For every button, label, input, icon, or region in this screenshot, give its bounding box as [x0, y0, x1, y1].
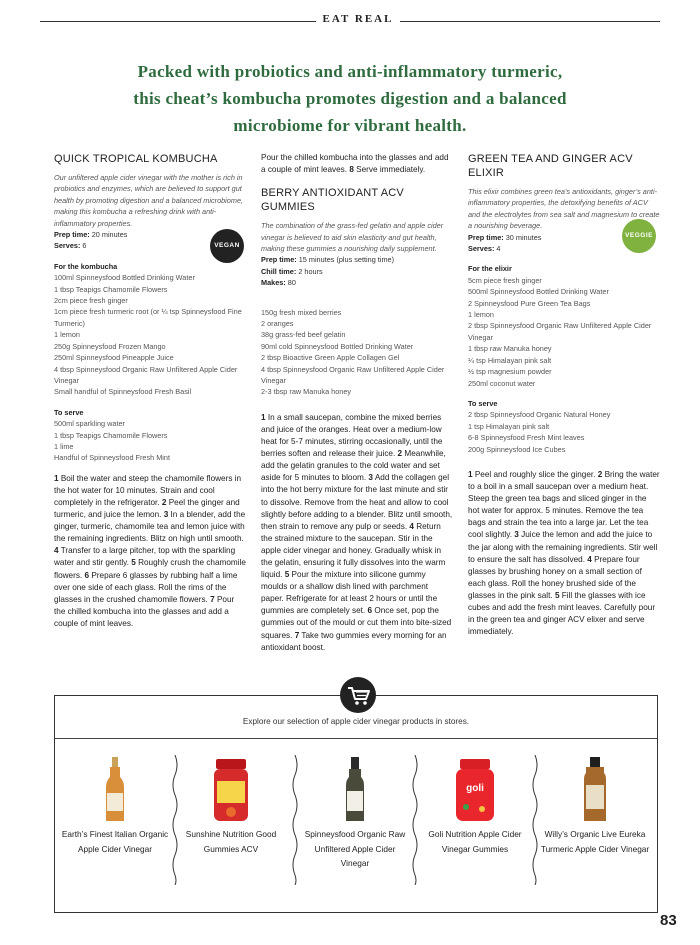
ingredient-group-title: For the elixir: [468, 264, 512, 274]
ingredient: 1 lemon: [54, 330, 80, 340]
product-card[interactable]: [300, 755, 410, 895]
ingredient: 2 tbsp Bioactive Green Apple Collagen Gel: [261, 353, 400, 363]
ingredient-group-title: To serve: [468, 398, 498, 408]
ingredient: 1 tbsp Teapigs Chamomile Flowers: [54, 430, 168, 440]
ingredient-list: [54, 418, 246, 464]
wavy-divider: [290, 755, 300, 885]
ingredient: 1cm piece fresh turmeric root (or ¼ tsp Spinneysfood Fine Turmeric): [54, 307, 242, 328]
ingredient-list: [261, 307, 453, 398]
ingredient: 2-3 tbsp raw Manuka honey: [261, 387, 352, 397]
ingredient: 250g Spinneysfood Frozen Mango: [54, 341, 166, 351]
ingredient: 1 tbsp Teapigs Chamomile Flowers: [54, 284, 168, 294]
gummies-jar-icon: [176, 755, 286, 825]
wavy-divider: [170, 755, 180, 885]
ingredient: 250ml Spinneysfood Pineapple Juice: [54, 353, 174, 363]
product-card[interactable]: [60, 755, 170, 895]
method: 1 Boil the water and steep the chamomile flowers in the hot water for 10 minutes. Strain and cool completely in the refrigerator. 2 Peel the ginger and turmeric, and juice the lemon. 3 In a blender, add the ginger, turmeric, chamomile tea and lemon juice with the remaining ingredients. Blitz on high until smooth. 4 Transfer to a large pitcher, top with the sparkling water and stir gently. 5 Roughly crush the chamomile flowers. 6 Prepare 6 glasses by rubbing half a lime over one side of each glass. Roll the rims of the glasses in the crushed chamomile flowers. 7 Pour the chilled kombucha into the glasses and add a couple of mint leaves.: [54, 473, 246, 628]
headline-line: Packed with probiotics and anti-inflammatory turmeric,: [137, 62, 563, 81]
ingredient: 90ml cold Spinneysfood Bottled Drinking Water: [261, 341, 414, 351]
vegan-badge-icon: VEGAN: [210, 229, 244, 263]
product-logo: goli: [466, 783, 484, 794]
ingredient: 38g grass-fed beef gelatin: [261, 330, 346, 340]
ingredient-list: [468, 275, 660, 389]
ingredient-list: [54, 272, 246, 397]
ingredient: 500ml sparkling water: [54, 419, 125, 429]
ingredient: 250ml coconut water: [468, 378, 536, 388]
shop-intro: Explore our selection of apple cider vinegar products in stores.: [242, 717, 470, 726]
ingredient: 150g fresh mixed berries: [261, 307, 342, 317]
chill-time: Chill time: 2 hours: [261, 266, 323, 276]
ingredient-group-title: To serve: [54, 407, 84, 417]
vinegar-bottle-icon: [540, 755, 650, 825]
recipe-intro: Our unfiltered apple cider vinegar with the mother is rich in probiotics and enzymes, which are believed to support gut health by promoting digestion and a balanced microbiome, making this kombucha a refreshing drink with anti-inflammatory properties.: [54, 173, 244, 228]
headline-line: this cheat’s kombucha promotes digestion and a balanced: [133, 89, 567, 108]
ingredient: 2 oranges: [261, 319, 294, 329]
ingredient-group-title: For the kombucha: [54, 261, 118, 271]
recipe-kombucha: [54, 152, 246, 630]
method-continued: Pour the chilled kombucha into the glasses and add a couple of mint leaves. 8 Serve immediately.: [261, 153, 449, 175]
ingredient: 500ml Spinneysfood Bottled Drinking Water: [468, 287, 609, 297]
veggie-badge-icon: VEGGIE: [622, 219, 656, 253]
prep-time: Prep time: 20 minutes: [54, 230, 128, 240]
ingredient: 1 tbsp raw Manuka honey: [468, 344, 552, 354]
method: 1 In a small saucepan, combine the mixed berries and juice of the oranges. Heat over a medium-low heat for 5-7 minutes, stirring occasionally, until the berries soften and release their juice. 2 Meanwhile, add the gelatin granules to the cold water and set aside for 5 minutes to bloom. 3 Add the collagen gel into the hot berry mixture for the last minute and stir to dissolve. Remove from the heat and allow to cool slightly before adding to a blender. Blitz until smooth, then strain to remove any pulp or seeds. 4 Return the strained mixture to the saucepan. Stir in the apple cider vinegar and honey. Gradually whisk in the gelatin, ensuring it fully dissolves into the warm liquid. 5 Pour the mixture into silicone gummy moulds or a shallow dish lined with parchment paper. Refrigerate for at least 2 hours or until the gummies are completely set. 6 Once set, pop the gummies out of the mould or cut them into bite-sized squares. 7 Take two gummies every morning for an antioxidant boost.: [261, 412, 453, 652]
product-card[interactable]: [540, 755, 650, 895]
recipe-title: BERRY ANTIOXIDANT ACV GUMMIES: [261, 187, 404, 214]
recipe-intro: The combination of the grass-fed gelatin and apple cider vinegar is believed to aid skin elasticity and gut health, making these gummies a nourishing daily supplement.: [261, 221, 444, 253]
wavy-divider: [410, 755, 420, 885]
ingredient: 4 tbsp Spinneysfood Organic Raw Unfiltered Apple Cider Vinegar: [54, 364, 238, 385]
recipe-gummies: [261, 152, 453, 654]
headline-line: microbiome for vibrant health.: [233, 116, 467, 135]
product-name: Earth’s Finest Italian Organic Apple Cider Vinegar: [61, 829, 169, 854]
ingredient: 4 tbsp Spinneysfood Organic Raw Unfiltered Apple Cider Vinegar: [261, 364, 445, 386]
shop-divider: [54, 738, 658, 739]
product-name: Sunshine Nutrition Good Gummies ACV: [185, 829, 277, 854]
ingredient: 2 tbsp Spinneysfood Organic Natural Honey: [468, 410, 611, 420]
serves: Serves: 4: [468, 244, 501, 254]
recipe-title: QUICK TROPICAL KOMBUCHA: [54, 153, 218, 165]
product-name: Willy’s Organic Live Eureka Turmeric Apple Cider Vinegar: [540, 829, 650, 854]
ingredient: 200g Spinneysfood Ice Cubes: [468, 444, 566, 454]
product-name: Spinneysfood Organic Raw Unfiltered Apple Cider Vinegar: [304, 829, 406, 868]
recipe-intro: This elixir combines green tea’s antioxidants, ginger’s anti-inflammatory properties, the detoxifying benefits of ACV and the electrolytes from sea salt and magnesium to create a nourishing beverage.: [468, 187, 660, 231]
ingredient: Small handful of Spinneysfood Fresh Basil: [54, 387, 192, 397]
ingredient: 5cm piece fresh ginger: [468, 275, 542, 285]
vinegar-bottle-icon: [300, 755, 410, 825]
ingredient: Handful of Spinneysfood Fresh Mint: [54, 453, 171, 463]
ingredient: 1 lime: [54, 441, 74, 451]
recipe-title: GREEN TEA AND GINGER ACV ELIXIR: [468, 153, 633, 179]
ingredient: 6-8 Spinneysfood Fresh Mint leaves: [468, 433, 585, 443]
page-number: 83: [660, 912, 677, 929]
ingredient: 1 tsp Himalayan pink salt: [468, 421, 550, 431]
serves: Serves: 6: [54, 241, 87, 251]
ingredient: ¼ tsp Himalayan pink salt: [468, 355, 552, 365]
shopping-cart-icon: [340, 677, 376, 713]
ingredient: 1 lemon: [468, 310, 494, 320]
ingredient-list: [468, 409, 660, 455]
prep-time: Prep time: 15 minutes (plus setting time): [261, 255, 395, 265]
ingredient: 100ml Spinneysfood Bottled Drinking Water: [54, 273, 195, 283]
makes: Makes: 80: [261, 278, 296, 288]
header-rule-right: [400, 21, 660, 22]
product-card[interactable]: [176, 755, 286, 895]
prep-time: Prep time: 30 minutes: [468, 232, 542, 242]
section-label: EAT REAL: [322, 13, 394, 25]
ingredient: 2cm piece fresh ginger: [54, 296, 128, 306]
wavy-divider: [530, 755, 540, 885]
ingredient: 2 tbsp Spinneysfood Organic Raw Unfiltered Apple Cider Vinegar: [468, 321, 652, 342]
product-card[interactable]: [420, 755, 530, 895]
vinegar-bottle-icon: [60, 755, 170, 825]
product-name: Goli Nutrition Apple Cider Vinegar Gummies: [428, 829, 522, 854]
method: 1 Peel and roughly slice the ginger. 2 Bring the water to a boil in a small saucepan over a medium heat. Steep the green tea bags and sliced ginger in the hot water for approx. 5 minutes. Remove the tea bags and strain the tea into a large jar. Let the tea cool slightly. 3 Juice the lemon and add the juice to the jar along with the remaining ingredients. Stir well to ensure the salt has dissolved. 4 Prepare four glasses by brushing honey on a small section of each glass. Roll the honey brushed side of the glasses in the pink salt. 5 Fill the glasses with ice cubes and add the fresh mint leaves. Carefully pour in the green tea and ginger ACV elixer and serve immediately.: [468, 469, 660, 637]
ingredient: ½ tsp magnesium powder: [468, 367, 552, 377]
ingredient: 2 Spinneysfood Pure Green Tea Bags: [468, 298, 591, 308]
headline: [60, 58, 640, 139]
header-rule-left: [40, 21, 316, 22]
